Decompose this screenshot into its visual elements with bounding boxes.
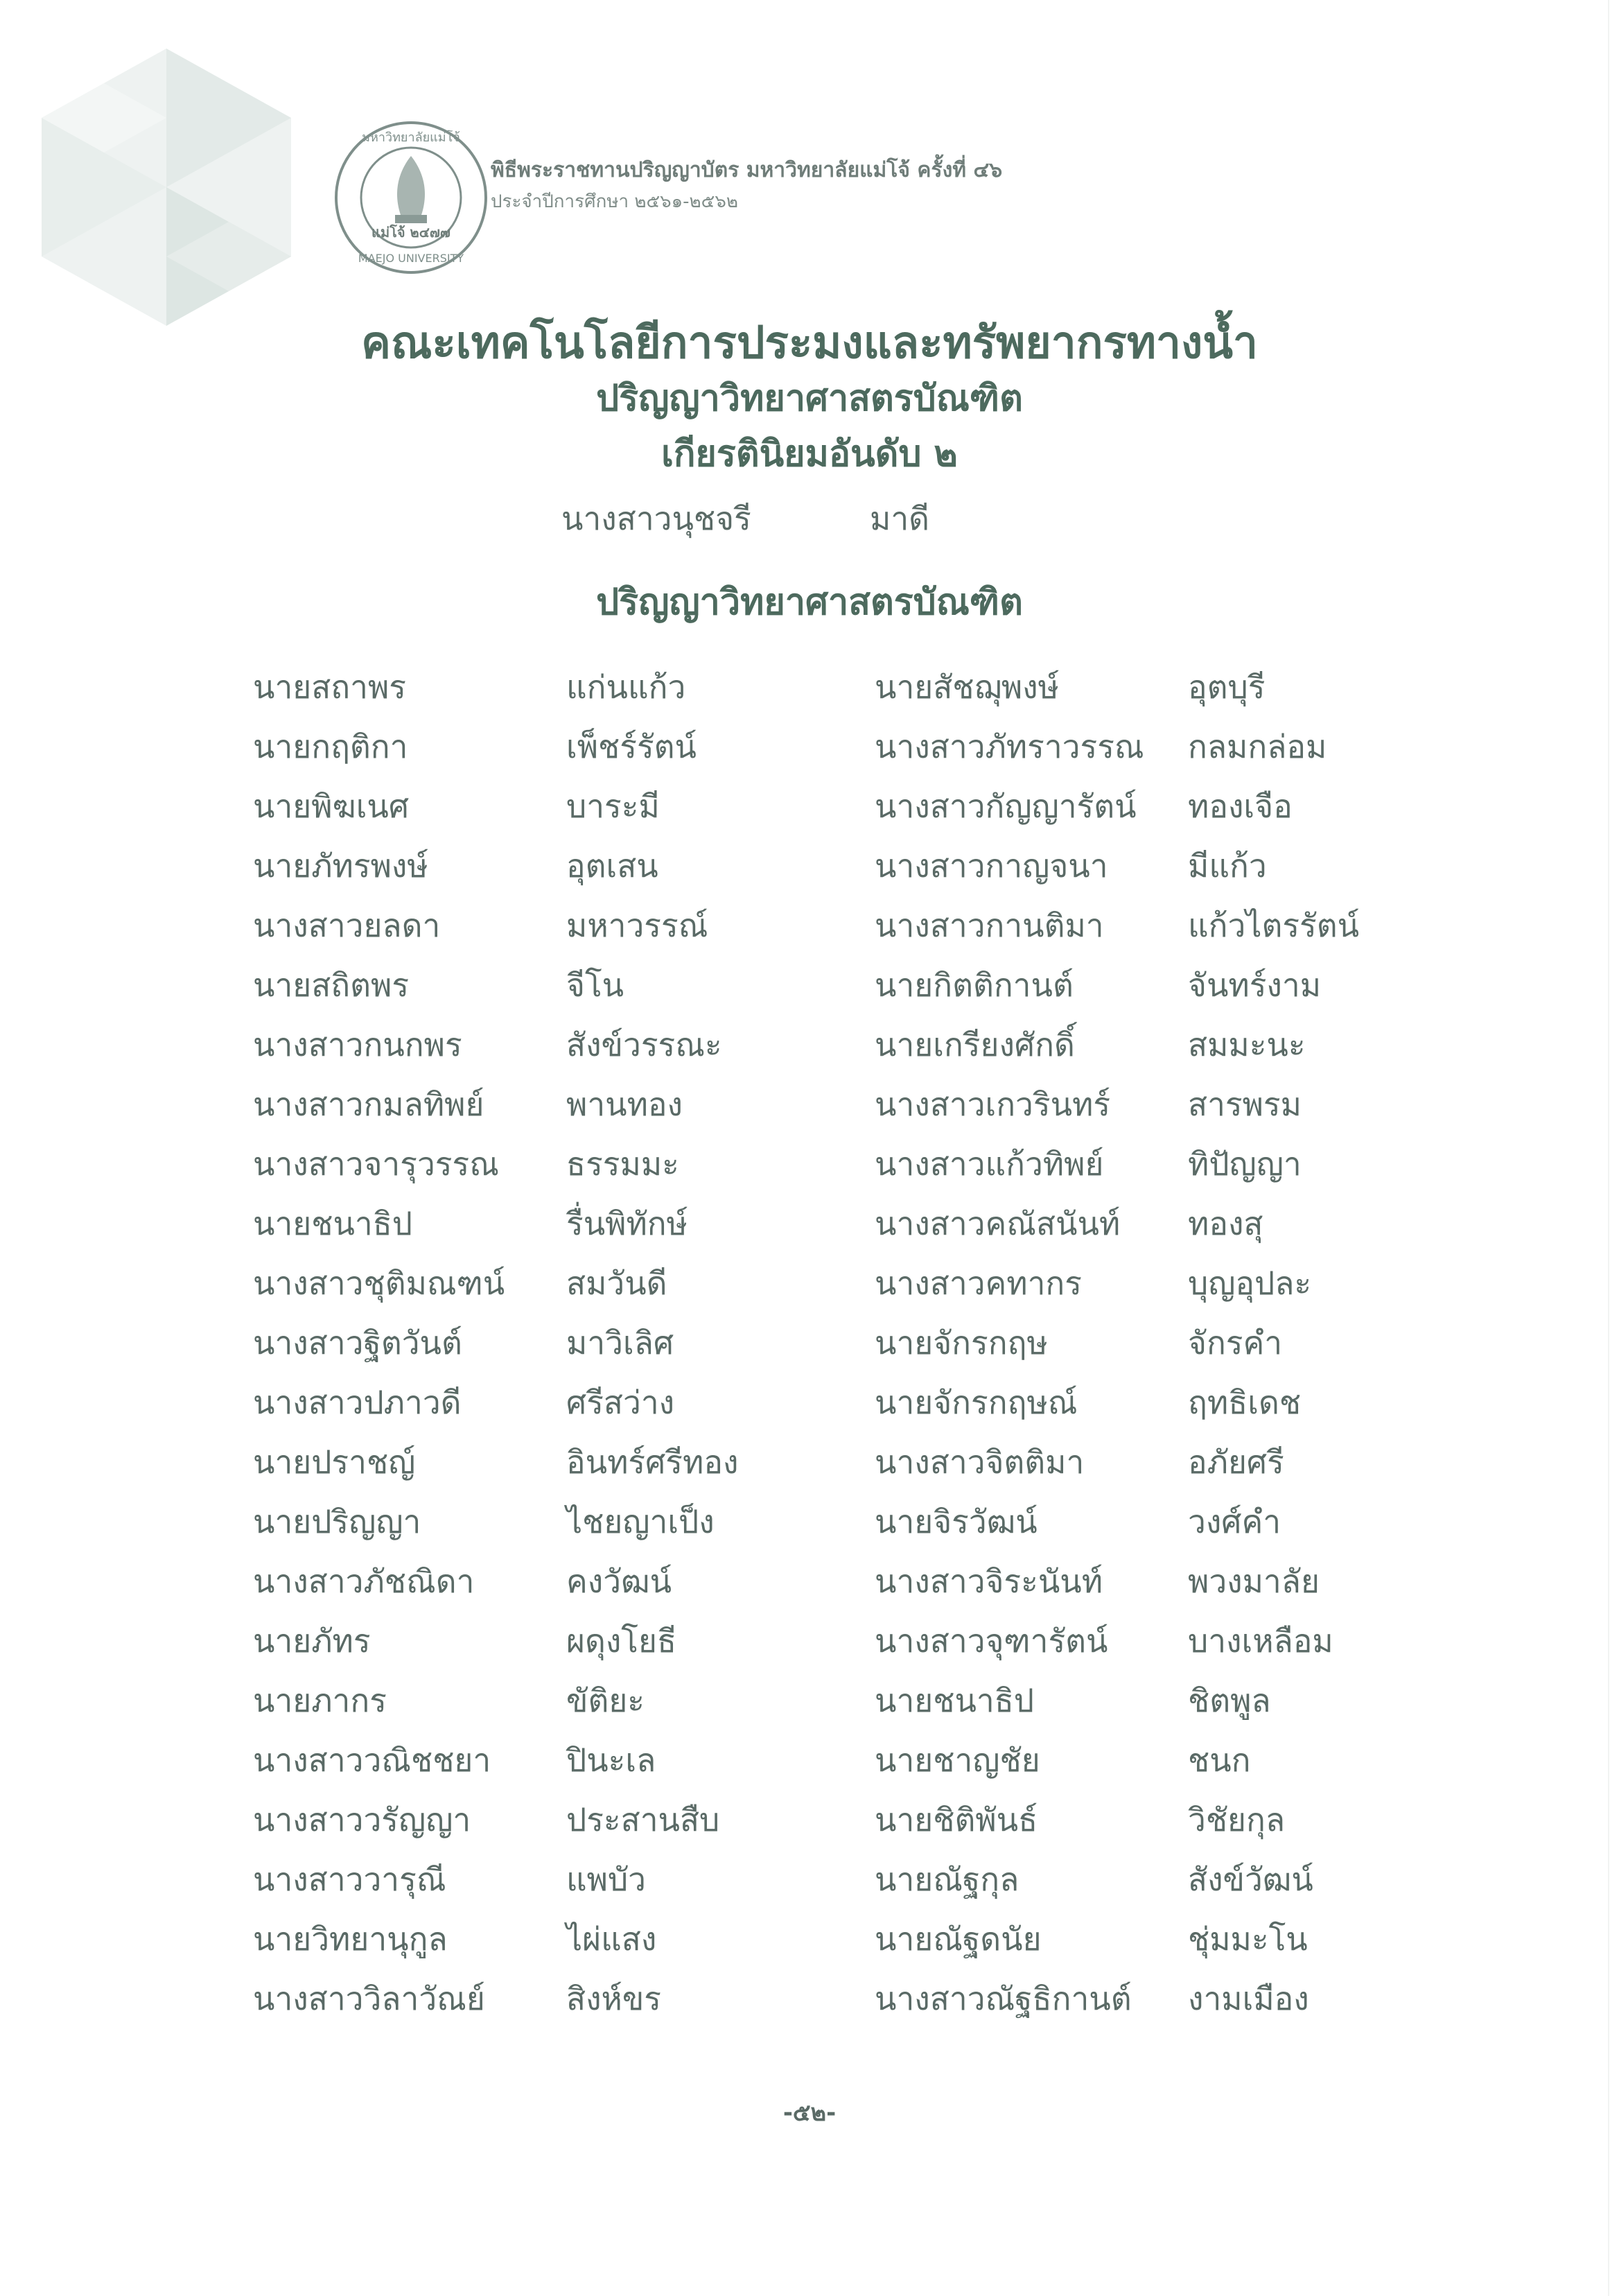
graduate-first-name: นางสาวกาญจนา [875, 847, 1108, 885]
graduate-first-name: นางสาวกัญญารัตน์ [875, 788, 1137, 825]
seal-bottom-text: MAEJO UNIVERSITY [358, 252, 464, 265]
graduate-last-name: ธรรมมะ [566, 1145, 679, 1183]
graduate-first-name: นายภัทรพงษ์ [253, 847, 428, 885]
graduate-first-name: นายกฤติกา [253, 728, 408, 765]
graduate-first-name: นายชนาธิป [253, 1205, 412, 1242]
graduate-row [0, 1020, 1619, 1079]
graduate-last-name: ชุ่มมะโน [1188, 1920, 1308, 1958]
graduate-last-name: บาระมี [566, 788, 660, 825]
graduate-first-name: นายวิทยานุกูล [253, 1920, 448, 1958]
graduate-first-name: นายณัฐดนัย [875, 1920, 1042, 1958]
graduate-first-name: นายจักรกฤษ [875, 1324, 1048, 1362]
graduate-first-name: นางสาวกนกพร [253, 1026, 462, 1063]
graduate-first-name: นายเกรียงศักดิ์ [875, 1026, 1075, 1063]
graduate-row [0, 1258, 1619, 1318]
graduate-first-name: นางสาวฐิตวันต์ [253, 1324, 462, 1362]
academic-year: ประจำปีการศึกษา ๒๕๖๑-๒๕๖๒ [491, 191, 738, 212]
graduate-first-name: นายณัฐกุล [875, 1861, 1019, 1898]
graduate-row [0, 960, 1619, 1020]
graduate-first-name: นางสาวชุติมณฑน์ [253, 1264, 505, 1302]
graduate-last-name: อินทร์ศรีทอง [566, 1443, 739, 1481]
graduate-last-name: เพ็ชร์รัตน์ [566, 728, 697, 765]
graduate-last-name: แก่นแก้ว [566, 668, 686, 706]
graduate-last-name: สิงห์ขร [566, 1980, 662, 2017]
graduate-last-name: ฤทธิเดช [1188, 1384, 1302, 1421]
graduate-row [0, 1914, 1619, 1974]
graduate-row [0, 1139, 1619, 1199]
graduate-last-name: ศรีสว่าง [566, 1384, 675, 1421]
graduate-last-name: สารพรม [1188, 1086, 1302, 1123]
graduate-last-name: ผดุงโยธี [566, 1622, 677, 1660]
graduate-last-name: อุตเสน [566, 847, 658, 885]
graduate-first-name: นางสาวคณัสนันท์ [875, 1205, 1121, 1242]
graduate-first-name: นายปราชญ์ [253, 1443, 416, 1481]
graduate-first-name: นายสัชฌุพงษ์ [875, 668, 1059, 706]
graduate-last-name: กลมกล่อม [1188, 728, 1327, 765]
graduate-first-name: นายภัทร [253, 1622, 371, 1660]
graduate-first-name: นางสาวกมลทิพย์ [253, 1086, 484, 1123]
graduate-first-name: นางสาวภัทราวรรณ [875, 728, 1144, 765]
graduate-row [0, 1676, 1619, 1735]
graduate-last-name: สังข์วัฒน์ [1188, 1861, 1313, 1898]
graduate-first-name: นายชนาธิป [875, 1682, 1034, 1719]
graduate-last-name: พานทอง [566, 1086, 683, 1123]
graduate-last-name: บุญอุปละ [1188, 1264, 1312, 1302]
graduate-first-name: นายกิตติกานต์ [875, 966, 1074, 1004]
degree-title: ปริญญาวิทยาศาสตรบัณฑิต [596, 378, 1023, 419]
graduate-first-name: นายพิฆเนศ [253, 788, 410, 825]
graduate-last-name: มหาวรรณ์ [566, 907, 708, 944]
graduate-first-name: นางสาวจิระนันท์ [875, 1563, 1103, 1600]
graduate-first-name: นางสาวปภาวดี [253, 1384, 462, 1421]
graduate-row [0, 1795, 1619, 1854]
graduate-first-name: นายชาญชัย [875, 1741, 1040, 1779]
graduate-last-name: จักรคำ [1188, 1324, 1283, 1362]
graduate-row [0, 781, 1619, 841]
graduate-first-name: นางสาวนุชจรี [561, 500, 751, 537]
graduate-last-name: จันทร์งาม [1188, 966, 1322, 1004]
title-block [0, 315, 1619, 482]
graduate-row [0, 1079, 1619, 1139]
graduate-last-name: บางเหลือม [1188, 1622, 1333, 1660]
graduate-row [0, 662, 1619, 722]
page-number: -๕๒- [782, 2099, 837, 2127]
graduate-last-name: ขัติยะ [566, 1682, 645, 1719]
graduate-first-name: นางสาววารุณี [253, 1861, 446, 1898]
graduate-last-name: พวงมาลัย [1188, 1563, 1320, 1600]
graduate-first-name: นางสาวคทากร [875, 1264, 1082, 1302]
graduate-last-name: มีแก้ว [1188, 847, 1267, 885]
graduate-row [0, 1974, 1619, 2033]
graduate-first-name: นางสาวแก้วทิพย์ [875, 1145, 1104, 1183]
graduate-row [0, 1556, 1619, 1616]
ceremony-title: พิธีพระราชทานปริญญาบัตร มหาวิทยาลัยแม่โจ้ ครั้งที่ ๔๖ [491, 158, 1003, 182]
graduate-first-name: นางสาววิลาวัณย์ [253, 1980, 485, 2017]
graduate-last-name: รื่นพิทักษ์ [566, 1205, 688, 1242]
graduate-row [0, 841, 1619, 901]
graduate-first-name: นางสาวเกวรินทร์ [875, 1086, 1111, 1123]
graduate-row [0, 1735, 1619, 1795]
graduate-last-name: มาดี [870, 500, 930, 537]
graduate-first-name: นายปริญญา [253, 1503, 421, 1540]
maejo-university-seal [331, 118, 491, 277]
degree-title-regular: ปริญญาวิทยาศาสตรบัณฑิต [596, 582, 1023, 623]
graduate-last-name: ไชยญาเป็ง [566, 1503, 715, 1540]
graduate-last-name: จีโน [566, 966, 624, 1004]
graduate-last-name: วงศ์คำ [1188, 1503, 1281, 1540]
graduate-last-name: ทองสุ [1188, 1205, 1263, 1242]
graduate-first-name: นางสาวกานติมา [875, 907, 1104, 944]
graduate-first-name: นางสาวจุฑารัตน์ [875, 1622, 1108, 1660]
graduate-first-name: นางสาวณัฐธิกานต์ [875, 1980, 1132, 2017]
seal-center-text: แม่โจ้ ๒๔๗๗ [371, 224, 450, 241]
faculty-name: คณะเทคโนโลยีการประมงและทรัพยากรทางน้ำ [361, 318, 1258, 369]
graduate-last-name: ทองเจือ [1188, 788, 1293, 825]
graduate-last-name: ชิตพูล [1188, 1682, 1271, 1719]
graduate-row [0, 1437, 1619, 1497]
seal-top-text: มหาวิทยาลัยแม่โจ้ [362, 130, 460, 145]
graduate-first-name: นางสาวภัชณิดา [253, 1563, 475, 1600]
graduate-last-name: ไผ่แสง [566, 1920, 657, 1958]
graduate-first-name: นางสาววรัญญา [253, 1801, 471, 1838]
graduate-row [0, 1497, 1619, 1556]
graduate-last-name: ปินะเล [566, 1741, 656, 1779]
graduate-row [0, 1377, 1619, 1437]
graduate-first-name: นายชิติพันธ์ [875, 1801, 1038, 1838]
graduate-last-name: วิชัยกุล [1188, 1801, 1286, 1838]
graduate-row [0, 1616, 1619, 1676]
graduate-last-name: สมวันดี [566, 1264, 667, 1302]
graduate-first-name: นายสถิตพร [253, 966, 410, 1004]
graduate-row [0, 722, 1619, 781]
graduate-first-name: นายจักรกฤษณ์ [875, 1384, 1078, 1421]
graduate-last-name: อุตบุรี [1188, 668, 1266, 706]
graduate-first-name: นางสาวจิตติมา [875, 1443, 1085, 1481]
graduate-last-name: อภัยศรี [1188, 1443, 1284, 1481]
graduate-last-name: งามเมือง [1188, 1980, 1309, 2017]
honors-title: เกียรตินิยมอันดับ ๒ [661, 433, 958, 475]
graduate-last-name: สมมะนะ [1188, 1026, 1306, 1063]
graduate-first-name: นายจิรวัฒน์ [875, 1503, 1038, 1540]
graduate-last-name: แพบัว [566, 1861, 646, 1898]
graduate-last-name: คงวัฒน์ [566, 1563, 672, 1600]
graduate-last-name: มาวิเลิศ [566, 1324, 674, 1362]
graduate-first-name: นายภากร [253, 1682, 387, 1719]
graduate-row [0, 901, 1619, 960]
graduate-last-name: ประสานสืบ [566, 1801, 720, 1838]
graduate-first-name: นายสถาพร [253, 668, 407, 706]
graduate-last-name: สังข์วรรณะ [566, 1026, 722, 1063]
graduate-first-name: นางสาวยลดา [253, 907, 441, 944]
graduate-row [0, 1199, 1619, 1258]
graduate-last-name: แก้วไตรรัตน์ [1188, 907, 1360, 944]
graduate-last-name: ชนก [1188, 1741, 1251, 1779]
graduate-first-name: นางสาวจารุวรรณ [253, 1145, 499, 1183]
graduate-row [0, 1318, 1619, 1377]
graduate-row [0, 1854, 1619, 1914]
graduate-first-name: นางสาววณิชชยา [253, 1741, 491, 1779]
decorative-hexagon-graphic [28, 42, 305, 333]
graduate-list [0, 662, 1619, 2033]
graduate-last-name: ทิปัญญา [1188, 1145, 1302, 1183]
